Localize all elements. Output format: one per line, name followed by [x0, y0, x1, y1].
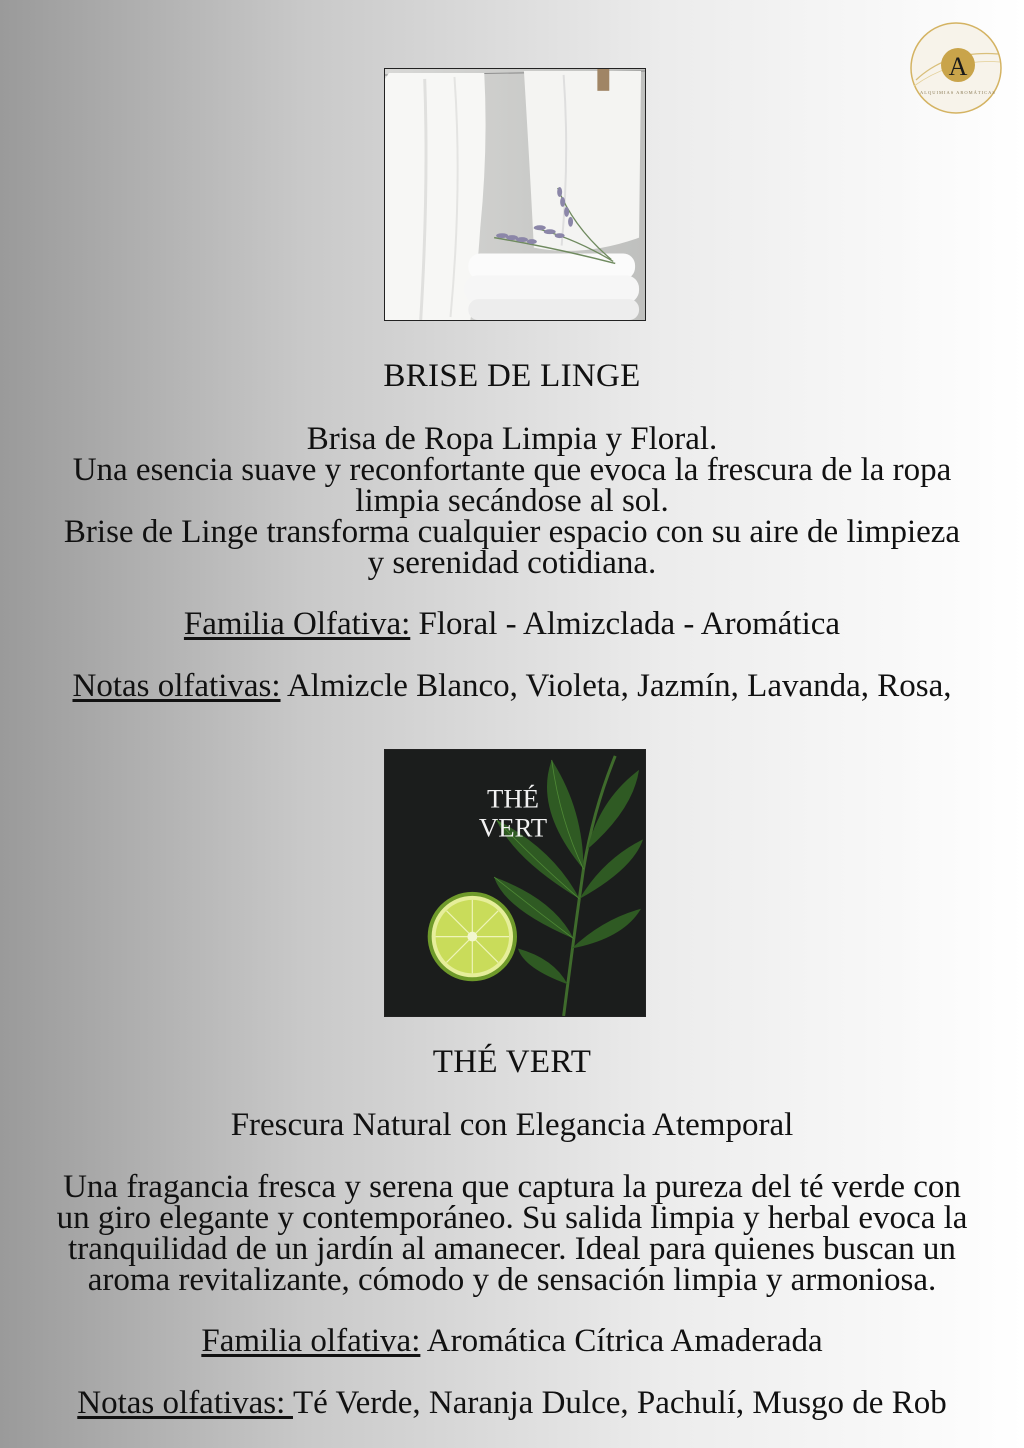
product-image-the-vert: [384, 749, 646, 1017]
family-label: Familia Olfativa:: [183, 606, 411, 642]
family-label: Familia olfativa:: [201, 1323, 421, 1359]
product-subtitle: Frescura Natural con Elegancia Atemporal: [230, 1107, 794, 1143]
product-title: BRISE DE LINGE: [383, 358, 641, 394]
description-line: y serenidad cotidiana.: [367, 545, 657, 581]
description-line: Brise de Linge transforma cualquier espacio con su aire de limpieza: [63, 514, 961, 550]
olfactory-family: [0, 606, 1024, 643]
lime-leaves-photo-icon: [385, 750, 645, 1016]
product-image-brise-de-linge: [384, 68, 646, 321]
description-line: tranquilidad de un jardín al amanecer. Ideal para quienes buscan un: [68, 1231, 956, 1267]
laundry-lavender-photo-icon: [385, 69, 645, 320]
family-value: Aromática Cítrica Amaderada: [420, 1323, 823, 1359]
photo-title-line1: THÉ: [486, 783, 540, 814]
product-description: [0, 1169, 1024, 1298]
description-line: Una fragancia fresca y serena que captura la pureza del té verde con: [63, 1169, 961, 1205]
photo-title-line2: VERT: [478, 812, 548, 843]
description-line: Una esencia suave y reconfortante que evoca la frescura de la ropa: [72, 452, 952, 488]
description-line: limpia secándose al sol.: [355, 483, 669, 519]
olfactory-notes: [0, 668, 1024, 705]
olfactory-notes: [0, 1385, 1024, 1422]
logo-caption: ALQUIMIAS AROMÁTICAS: [920, 90, 996, 95]
olfactory-family: [0, 1323, 1024, 1360]
product-title: THÉ VERT: [432, 1044, 592, 1080]
product-description: [0, 421, 1024, 581]
family-value: Floral - Almizclada - Aromática: [410, 606, 841, 642]
notes-label: Notas olfativas:: [72, 668, 281, 704]
brand-logo: [908, 20, 1004, 116]
product-subtitle: Brisa de Ropa Limpia y Floral.: [306, 421, 718, 457]
logo-letter: A: [948, 52, 968, 81]
notes-value: Almizcle Blanco, Violeta, Jazmín, Lavanda, Rosa,: [280, 668, 952, 704]
notes-label: Notas olfativas:: [77, 1385, 293, 1421]
description-line: un giro elegante y contemporáneo. Su salida limpia y herbal evoca la: [56, 1200, 968, 1236]
description-line: aroma revitalizante, cómodo y de sensación limpia y armoniosa.: [87, 1262, 937, 1298]
notes-value: Té Verde, Naranja Dulce, Pachulí, Musgo de Rob: [292, 1385, 947, 1421]
